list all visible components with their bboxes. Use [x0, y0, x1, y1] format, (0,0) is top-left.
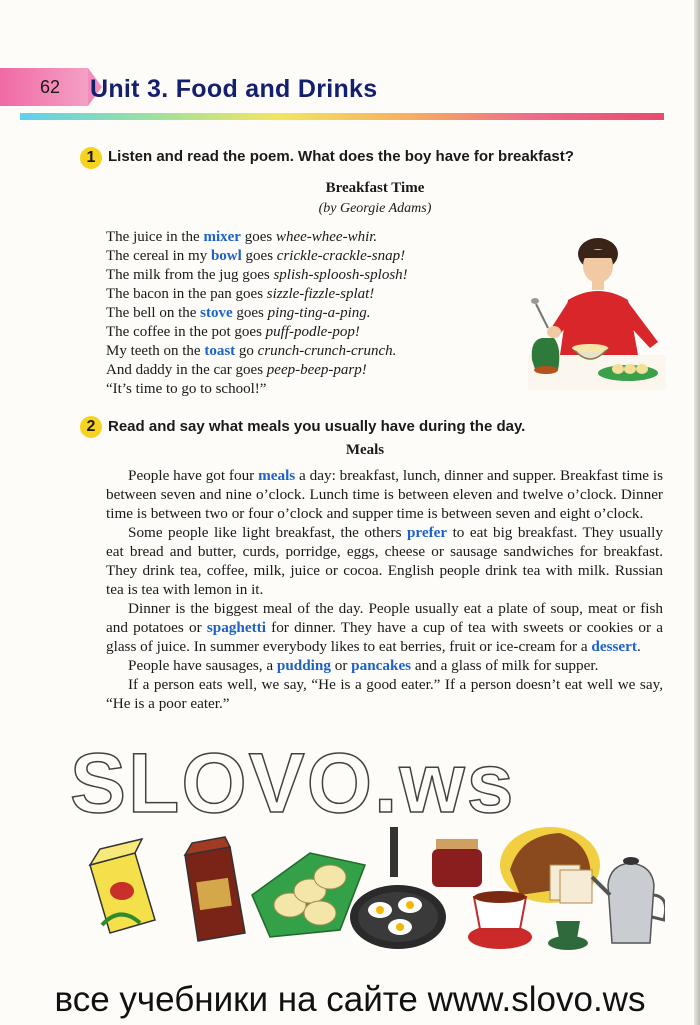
task-1-instruction: Listen and read the poem. What does the boy have for breakfast? — [108, 148, 574, 165]
text-run: Some people like light breakfast, the others — [128, 524, 407, 541]
watermark: SLOVO.ws — [70, 736, 516, 830]
text-run: And daddy in the car goes — [106, 362, 267, 378]
poem-line — [106, 285, 526, 304]
vocabulary-word: dessert — [591, 638, 637, 655]
vocabulary-word: bowl — [210, 248, 242, 264]
text-run: The bacon in the pan goes — [106, 286, 267, 302]
vocabulary-word: pancakes — [351, 657, 412, 674]
bread-loaf-icon — [500, 827, 600, 903]
text-run: “It’s time to go to school!” — [106, 381, 267, 397]
jam-jar-icon — [432, 839, 482, 887]
text-run: for dinner. They have a cup of tea with sweets or cookies or a glass of juice. In summer everybody likes to eat berries, fruit or ice-cream for a — [106, 619, 663, 655]
article-paragraph — [106, 675, 663, 713]
footer-caption: все учебники на сайте www.slovo.ws — [54, 980, 646, 1019]
sound-words: ping-ting-a-ping. — [267, 305, 371, 321]
vocabulary-word: spaghetti — [206, 619, 266, 636]
poem-line — [106, 304, 526, 323]
text-run: My teeth on the — [106, 343, 205, 359]
text-run: or — [330, 657, 352, 674]
article-paragraph — [106, 599, 663, 656]
vocabulary-word: stove — [200, 305, 233, 321]
tea-packet-icon — [185, 837, 245, 941]
text-run: The juice in the — [106, 229, 204, 245]
poem-line — [106, 342, 526, 361]
poem-line — [106, 323, 526, 342]
sound-words: crickle-crackle-snap! — [276, 248, 406, 264]
sound-words: crunch-crunch-crunch. — [257, 343, 397, 359]
poem-line — [106, 228, 526, 247]
boy-eating-breakfast-illustration — [528, 230, 666, 390]
task-2-instruction: Read and say what meals you usually have during the day. — [108, 418, 526, 435]
text-run: goes — [232, 305, 268, 321]
text-run: The milk from the jug goes — [106, 267, 274, 283]
text-run: People have got four — [128, 467, 259, 484]
text-run: The coffee in the pot goes — [106, 324, 266, 340]
text-run: goes — [241, 248, 277, 264]
vocabulary-word: meals — [258, 467, 296, 484]
article-paragraph — [106, 523, 663, 599]
potatoes-plate-icon — [252, 853, 365, 937]
text-run: go — [235, 343, 258, 359]
vocabulary-word: mixer — [203, 229, 241, 245]
text-run: If a person eats well, we say, “He is a good eater.” If a person doesn’t eat well we say, “He is a poor eater.” — [106, 676, 663, 712]
article-title: Meals — [345, 442, 385, 458]
small-cup-icon — [548, 921, 588, 950]
text-run: and a glass of milk for supper. — [411, 657, 599, 674]
vocabulary-word: prefer — [406, 524, 448, 541]
text-run: Dinner is the biggest meal of the day. People usually eat a plate of soup, meat or fish and potatoes or — [106, 600, 663, 636]
text-run: People have sausages, a — [128, 657, 277, 674]
tea-cup-icon — [468, 891, 532, 949]
poem-line — [106, 247, 526, 266]
vocabulary-word: toast — [204, 343, 236, 359]
rainbow-divider — [20, 113, 664, 120]
text-run: a day: breakfast, lunch, dinner and supper. Breakfast time is between seven and nine o’clock. Lunch time is between eleven and twelve o’clock. Dinner time is between two or four o’clock and supper time is between seven and eight o’clock. — [106, 467, 664, 522]
task-1-badge: 1 — [80, 147, 102, 169]
poem-line — [106, 380, 526, 399]
sound-words: peep-beep-parp! — [266, 362, 367, 378]
vocabulary-word: pudding — [276, 657, 331, 674]
text-run: to eat big breakfast. They usually eat bread and butter, curds, porridge, eggs, cheese or sausage sandwiches for breakfast. They drink tea, coffee, milk, juice or cocoa. English people drink tea with milk. Russian tea is tea with lemon in it. — [106, 524, 663, 598]
sound-words: splish-sploosh-splosh! — [273, 267, 408, 283]
article-paragraph — [106, 656, 663, 675]
article-paragraph — [106, 466, 663, 523]
frying-pan-icon — [350, 827, 446, 949]
page-number: 62 — [40, 77, 61, 97]
text-run: The bell on the — [106, 305, 201, 321]
text-run: The cereal in my — [106, 248, 211, 264]
poem-title: Breakfast Time — [325, 180, 425, 196]
sound-words: puff-podle-pop! — [265, 324, 360, 340]
text-run: . — [636, 638, 641, 655]
sound-words: sizzle-fizzle-splat! — [266, 286, 375, 302]
teapot-icon — [592, 857, 665, 943]
unit-title: Unit 3. Food and Drinks — [90, 75, 378, 103]
sound-words: whee-whee-whir. — [275, 229, 378, 245]
juice-box-icon — [90, 839, 155, 933]
food-illustrations — [80, 825, 665, 955]
poem-author: (by Georgie Adams) — [318, 201, 432, 216]
page-edge — [694, 0, 700, 1025]
poem-body — [106, 228, 526, 399]
poem-line — [106, 361, 526, 380]
poem-line — [106, 266, 526, 285]
task-2-badge: 2 — [80, 416, 102, 438]
article-body — [106, 466, 663, 713]
text-run: goes — [240, 229, 276, 245]
